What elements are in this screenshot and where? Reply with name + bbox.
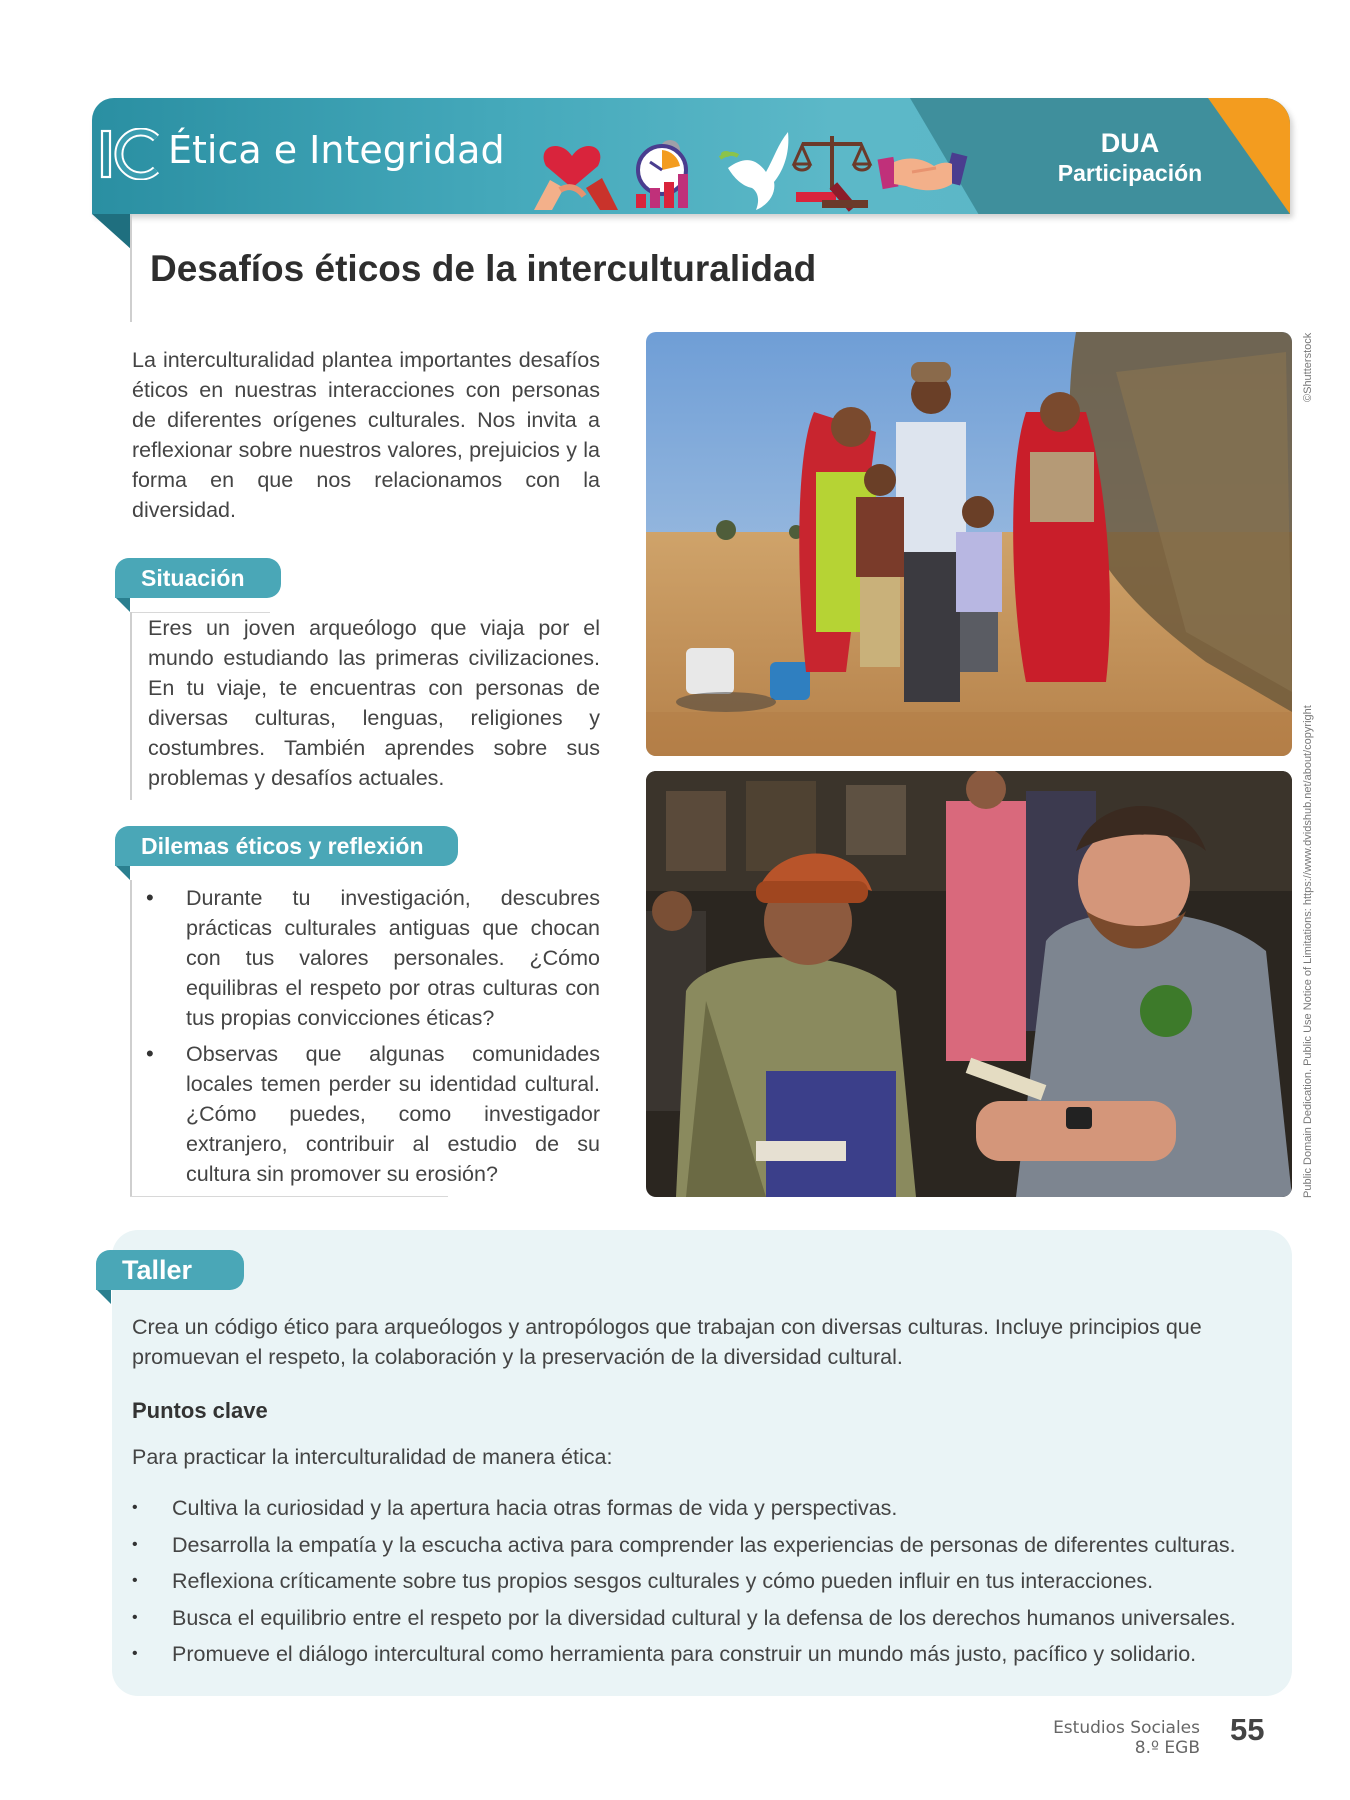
key-points-title: Puntos clave [132, 1398, 268, 1423]
list-item: • Busca el equilibrio entre el respeto por la diversidad cultural y la defensa de los derechos humanos universales. [132, 1600, 1282, 1637]
list-item: • Desarrolla la empatía y la escucha activa para comprender las experiencias de personas de diferentes culturas. [132, 1527, 1282, 1564]
dua-title: DUA [1100, 128, 1160, 158]
dilemas-rule [130, 880, 132, 1196]
taller-label: Taller [96, 1250, 244, 1290]
list-item: • Durante tu investigación, descubres prácticas culturales antiguas que chocan con tus valores personales. ¿Cómo equilibras el respeto por otras culturas con tus propias convicciones éticas? [144, 883, 600, 1033]
situacion-label: Situación [115, 558, 281, 598]
dilemas-fold [116, 866, 130, 880]
family-photo-illustration [646, 332, 1292, 756]
situacion-fold [116, 598, 130, 612]
theme-icons [530, 128, 970, 212]
meeting-photo-illustration [646, 771, 1292, 1197]
dua-label [1030, 128, 1230, 188]
page-number: 55 [1230, 1712, 1265, 1747]
clock-chart-icon [636, 140, 688, 208]
dilemas-list [144, 883, 600, 1195]
title-rule [130, 214, 132, 322]
section-title: Ética e Integridad [168, 128, 505, 172]
intro-paragraph: La interculturalidad plantea importantes desafíos éticos en nuestras interacciones con personas de diferentes orígenes culturales. Nos invita a reflexionar sobre nuestros valores, prejuicios y la forma en que nos relacionamos con la diversidad. [132, 348, 600, 522]
list-item: • Cultiva la curiosidad y la apertura hacia otras formas de vida y perspectivas. [132, 1490, 1282, 1527]
footer-subject [1053, 1718, 1200, 1758]
list-item: • Promueve el diálogo intercultural como herramienta para construir un mundo más justo, pacífico y solidario. [132, 1636, 1282, 1673]
dilemas-label: Dilemas éticos y reflexión [115, 826, 458, 866]
photo-credit-shutterstock: ©Shutterstock [1302, 332, 1314, 402]
taller-fold [97, 1290, 111, 1304]
taller-text: Crea un código ético para arqueólogos y antropólogos que trabajan con diversas culturas. Incluye principios que promuevan el respeto, la colaboración y la preservación de la diversidad cultural. [132, 1315, 1202, 1369]
key-points-list [132, 1490, 1282, 1673]
photo-intercultural-meeting [646, 771, 1292, 1197]
dove-icon [720, 132, 788, 210]
scales-gavel-icon [794, 136, 870, 212]
dilemas-bottom-rule [130, 1196, 448, 1197]
dua-subtitle: Participación [1057, 160, 1203, 186]
situacion-text: Eres un joven arqueólogo que viaja por el mundo estudiando las primeras civilizaciones. En tu viaje, te encuentras con personas de diversas culturas, lenguas, religiones y costumbres. También aprendes sobre sus problemas y desafíos actuales. [148, 616, 600, 790]
banner-fold [92, 214, 132, 250]
photo-family-desert [646, 332, 1292, 756]
ic-logo-icon [100, 128, 160, 180]
handshake-icon [878, 153, 968, 191]
heart-hands-icon [534, 146, 618, 210]
list-item: • Observas que algunas comunidades locales temen perder su identidad cultural. ¿Cómo puedes, como investigador extranjero, contribuir al estudio de su cultura sin promover su erosión? [144, 1039, 600, 1189]
subject-name: Estudios Sociales [1053, 1718, 1200, 1738]
grade-label: 8.º EGB [1134, 1738, 1200, 1758]
list-item: • Reflexiona críticamente sobre tus propios sesgos culturales y cómo pueden influir en tus interacciones. [132, 1563, 1282, 1600]
key-points-intro: Para practicar la interculturalidad de manera ética: [132, 1445, 613, 1469]
page-title: Desafíos éticos de la interculturalidad [150, 248, 817, 289]
photo-credit-dvids: Public Domain Dedication. Public Use Notice of Limitations: https://www.dvidshub.net/about/copyright [1302, 705, 1314, 1198]
situacion-rule [130, 612, 132, 800]
header-banner [92, 98, 1290, 214]
